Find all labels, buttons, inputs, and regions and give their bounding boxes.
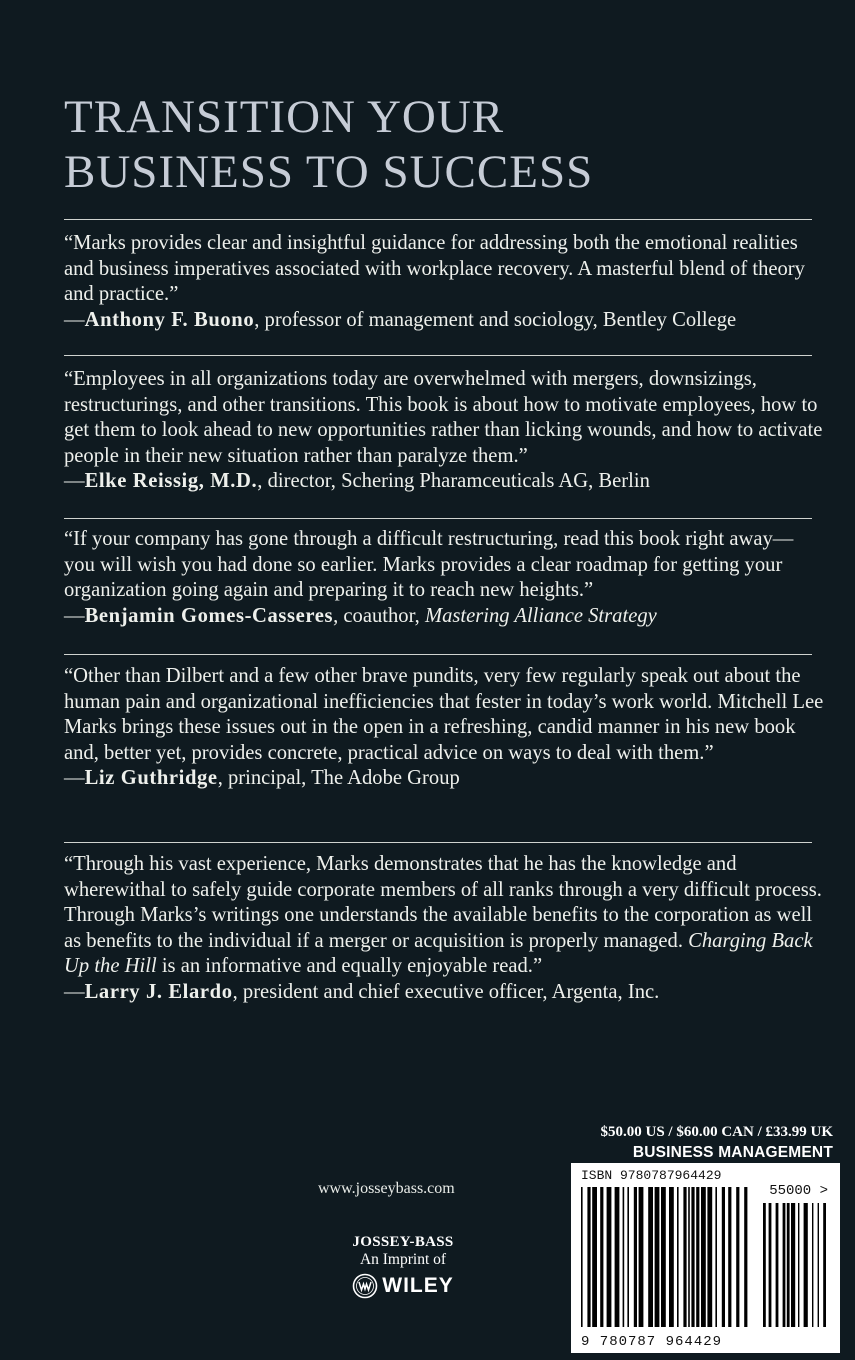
isbn-barcode: [571, 1163, 840, 1353]
reviewer-title: , principal, The Adobe Group: [217, 767, 460, 789]
blurb-text: “Through his vast experience, Marks demonstrates that he has the knowledge and wherewithal to safely guide corporate members of all ranks through a very difficult process. Through Marks’s writings one understands the available benefits to the corporation as well as benefits to the individual if a merger or acquisition is properly managed. Charging Back Up the Hill is an informative and equally enjoyable read.”: [64, 853, 822, 977]
blurb-1: [64, 231, 824, 333]
reviewer-name: Elke Reissig, M.D.: [84, 470, 258, 492]
barcode-bar: [587, 1187, 590, 1327]
reviewer-name: Larry J. Elardo: [84, 980, 233, 1003]
barcode-bar: [707, 1187, 712, 1327]
barcode-bar: [592, 1187, 597, 1327]
barcode-bar: [744, 1187, 747, 1327]
divider: [64, 355, 812, 356]
blurb-text: “If your company has gone through a difficult restructuring, read this book right away—you will wish you had done so earlier. Marks provides a clear roadmap for getting your organization going again and preparing it to reach new heights.”: [64, 528, 794, 601]
barcode-bar: [691, 1187, 694, 1327]
reviewer-title: , coauthor,: [333, 604, 425, 627]
barcode-bar: [661, 1187, 666, 1327]
barcode-bar: [615, 1187, 620, 1327]
divider: [64, 842, 812, 843]
category-label: BUSINESS MANAGEMENT: [632, 1144, 833, 1161]
divider: [64, 219, 812, 220]
blurb-attribution: —Liz Guthridge, principal, The Adobe Group: [64, 767, 460, 789]
barcode-addon-bar: [812, 1203, 813, 1327]
barcode-addon-bar: [763, 1203, 766, 1327]
barcode-bar: [696, 1187, 699, 1327]
barcode-bar: [581, 1187, 583, 1327]
blurb-text: “Marks provides clear and insightful guidance for addressing both the emotional realities and business imperatives associated with workplace recovery. A masterful blend of theory and practice.”: [64, 232, 805, 305]
barcode-addon-bar: [823, 1203, 826, 1327]
divider: [64, 654, 812, 655]
barcode-bar: [701, 1187, 706, 1327]
barcode-bar: [623, 1187, 625, 1327]
barcode-addon-bar: [818, 1203, 819, 1327]
blurb-3: [64, 527, 824, 629]
reviewer-name: Benjamin Gomes-Casseres: [84, 604, 334, 627]
barcode-bar: [722, 1187, 725, 1327]
isbn-label: ISBN 9780787964429: [581, 1168, 722, 1183]
blurb-5: [64, 852, 824, 1005]
barcode-bar: [607, 1187, 612, 1327]
barcode-bar: [600, 1187, 603, 1327]
wiley-seal-icon: [352, 1273, 378, 1299]
barcode-bar: [736, 1187, 739, 1327]
blurb-attribution: —Benjamin Gomes-Casseres, coauthor, Mastering Alliance Strategy: [64, 604, 657, 627]
reviewer-name: Anthony F. Buono: [84, 308, 255, 331]
barcode-digits: 9 780787 964429: [581, 1334, 723, 1350]
barcode-bar: [634, 1187, 637, 1327]
barcode-addon-bar: [804, 1203, 808, 1327]
divider: [64, 518, 812, 519]
barcode-bar: [627, 1187, 629, 1327]
barcode-bar: [677, 1187, 679, 1327]
headline-line-2: BUSINESS TO SUCCESS: [64, 146, 594, 198]
barcode-addon-bar: [769, 1203, 772, 1327]
price-label: $50.00 US / $60.00 CAN / £33.99 UK: [600, 1124, 833, 1140]
blurb-text: “Other than Dilbert and a few other brave pundits, very few regularly speak out about the human pain and organizational inefficiencies that fester in today’s work world. Mitchell Lee Marks brings these issues out in the open in a refreshing, candid manner in his new book and, better yet, provides concrete, practical advice on ways to deal with them.”: [64, 665, 824, 764]
reviewer-title: , director, Schering Pharamceuticals AG, Berlin: [257, 470, 650, 492]
book-title: Mastering Alliance Strategy: [424, 604, 657, 627]
reviewer-title: , professor of management and sociology, Bentley College: [254, 308, 737, 331]
barcode-bar: [728, 1187, 731, 1327]
blurb-attribution: —Larry J. Elardo, president and chief executive officer, Argenta, Inc.: [64, 980, 660, 1003]
blurb-attribution: —Elke Reissig, M.D., director, Schering Pharamceuticals AG, Berlin: [64, 470, 650, 492]
headline-line-1: TRANSITION YOUR: [64, 91, 505, 143]
imprint-line: An Imprint of: [359, 1251, 447, 1268]
publisher-website: www.josseybass.com: [318, 1180, 455, 1197]
barcode-bar: [639, 1187, 644, 1327]
back-cover-headline: [64, 90, 593, 200]
publisher-name: JOSSEY-BASS: [352, 1234, 454, 1250]
barcode-bar: [688, 1187, 690, 1327]
blurb-text: “Employees in all organizations today are overwhelmed with mergers, downsizings, restructurings, and other transitions. This book is about how to motivate employees, how to get them to look ahead to new opportunities rather than licking wounds, and how to activate people in their new situation rather than paralyze them.”: [64, 368, 823, 467]
barcode-bar: [715, 1187, 717, 1327]
barcode-bar: [648, 1187, 653, 1327]
blurb-2: [64, 367, 824, 495]
price-code: 55000 >: [769, 1183, 828, 1199]
wiley-wordmark: WILEY: [382, 1274, 454, 1297]
barcode-addon-bar: [787, 1203, 790, 1327]
barcode-addon-bar: [776, 1203, 779, 1327]
reviewer-name: Liz Guthridge: [84, 767, 218, 789]
book-title: Charging Back Up the Hill: [64, 929, 813, 977]
barcode-bar: [669, 1187, 674, 1327]
reviewer-title: , president and chief executive officer, Argenta, Inc.: [232, 980, 660, 1003]
barcode-bar: [683, 1187, 686, 1327]
wiley-logo: [338, 1273, 468, 1299]
barcode-bars: [571, 1163, 840, 1353]
publisher-imprint: [338, 1233, 468, 1299]
barcode-addon-bar: [798, 1203, 799, 1327]
blurb-4: [64, 664, 824, 792]
barcode-addon-bar: [791, 1203, 795, 1327]
barcode-bar: [655, 1187, 660, 1327]
blurb-attribution: —Anthony F. Buono, professor of management and sociology, Bentley College: [64, 308, 737, 331]
barcode-addon-bar: [783, 1203, 786, 1327]
